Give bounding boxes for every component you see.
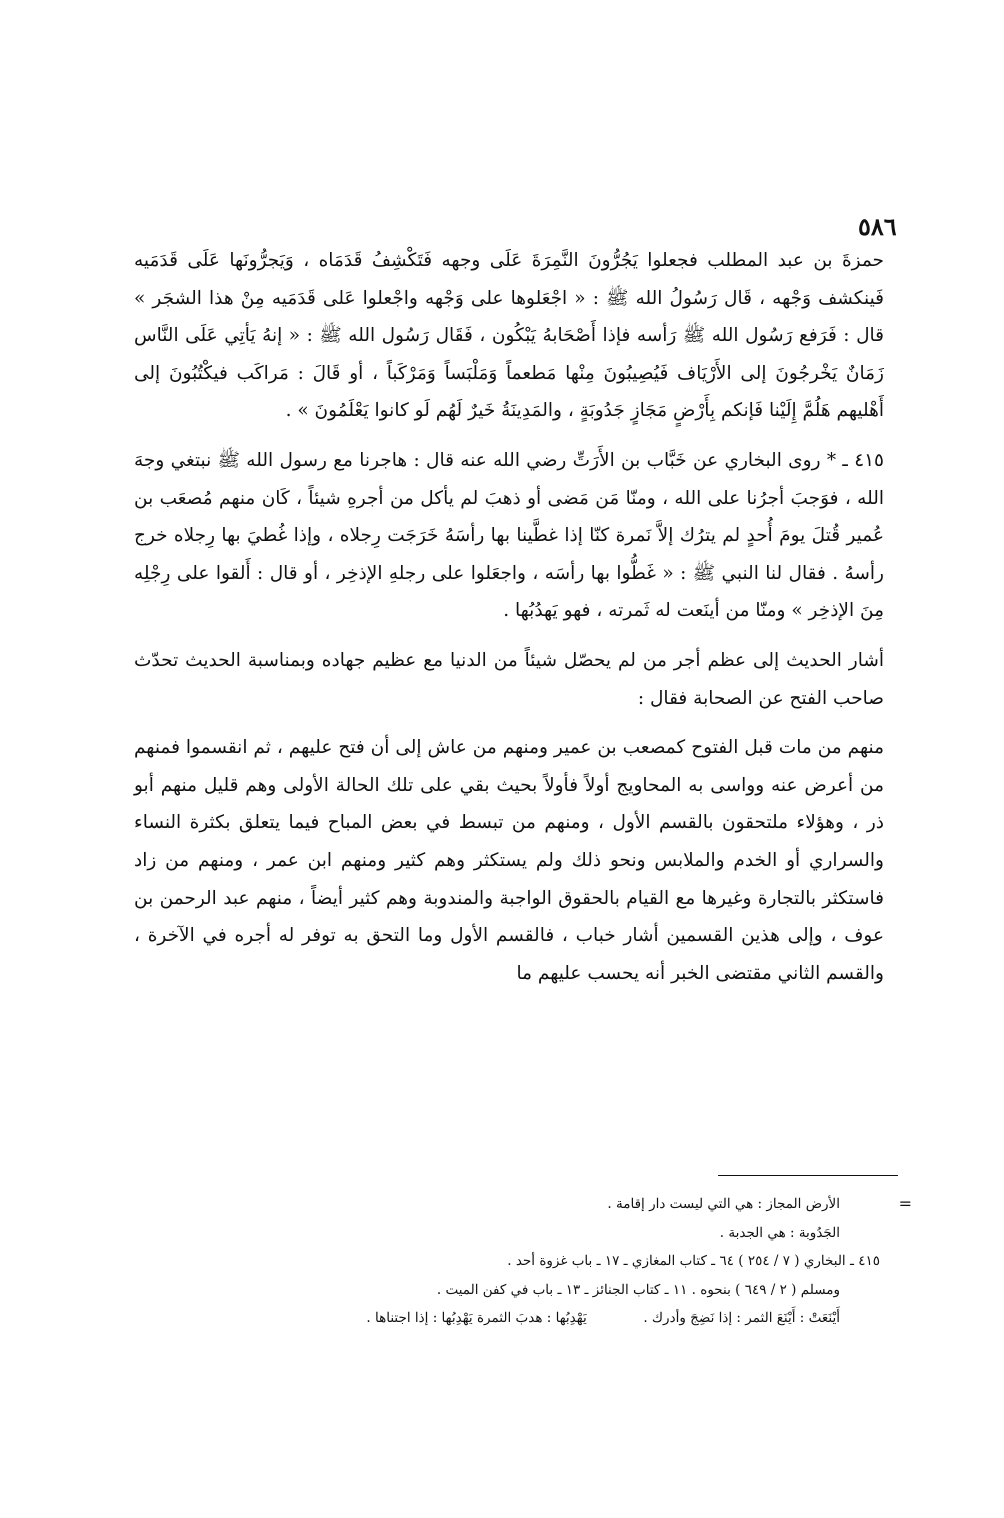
footnote-line xyxy=(150,1247,880,1276)
footnote-text: ومسلم ( ٢ / ٦٤٩ ) بنحوه . ١١ ـ كتاب الجنائز ـ ١٣ ـ باب في كفن الميت . xyxy=(436,1281,840,1298)
footnote-text: أَيْنَعَتْ : أَيْنَعَ الثمر : إذا نَضِجَ وأدرك . xyxy=(643,1310,840,1326)
footnote-text: ٤١٥ ـ البخاري ( ٧ / ٢٥٤ ) ٦٤ ـ كتاب المغازي ـ ١٧ ـ باب غزوة أحد . xyxy=(507,1253,880,1269)
page-number: ٥٨٦ xyxy=(858,212,897,241)
footnote-text: الجَدُوبة : هي الجدبة . xyxy=(719,1224,840,1241)
footnote-line xyxy=(150,1276,880,1305)
paragraph-hadith-continuation: حمزةَ بن عبد المطلب فجعلوا يَجُرُّونَ النَّمِرَةَ عَلَى وجهه فَتَكْشِفُ قَدَمَاه ، وَيَجرُّونَها عَلَى قَدَمَيه فَينكشف وَجْهه ، قَال رَسُولُ الله ﷺ : « اجْعَلوها على وَجْهه واجْعلوا عَلى قَدَمَيه مِنْ هذا الشجَر » قال : فَرَفع رَسُول الله ﷺ رَأسه فإذا أَصْحَابهُ يَبْكُون ، فَقَال رَسُول الله ﷺ : « إنهُ يَأتِي عَلَى النَّاس زَمَانٌ يَخْرجُونَ إلى الأَرْيَاف فَيُصِيبُونَ مِنْها مَطعماً وَمَلْبَساً وَمَرْكَباً ، أو قَالَ : مَراكَب فيكْتُبُونَ إلى أَهْليهم هَلُمَّ إِلَيْنا فَإنكم بِأَرْضٍ مَجَازٍ جَدُوبَةٍ ، والمَدِينَةُ خَيرٌ لَهُم لَو كانوا يَعْلَمُونَ » . xyxy=(134,250,884,422)
footnote-divider xyxy=(718,1175,898,1176)
continuation-mark: = xyxy=(898,1194,912,1213)
footnotes xyxy=(150,1190,912,1333)
paragraph-hadith-415: ٤١٥ ـ * روى البخاري عن خَبَّاب بن الأَرَتِّ رضي الله عنه قال : هاجرنا مع رسول الله ﷺ نبتغي وجهَ الله ، فوَجبَ أجرُنا على الله ، ومنّا مَن مَضى أو ذهبَ لم يأكل من أجرهِ شيئاً ، كَان منهم مُصعَب بن عُمير قُتلَ يومَ أُحدٍ لم يترُك إلاَّ نَمرة كنّا إذا غطَّينا بها رأسَهُ خَرَجَت رِجلاه ، وإذا غُطيَ بها رِجلاه خرج رأسهُ . فقال لنا النبي ﷺ : « غَطُّوا بها رأسَه ، واجعَلوا على رجلهِ الإذخِر ، أو قال : أَلقوا على رِجْلِه مِنَ الإذخِر » ومنّا من أينَعت له ثَمرته ، فهو يَهدُبُها . xyxy=(134,449,884,622)
footnote-text: يَهْدِبُها : هدبَ الثمرة يَهْدِبُها : إذا اجتناها . xyxy=(366,1310,587,1326)
footnote-line xyxy=(150,1190,912,1219)
paragraph-fath-quote: منهم من مات قبل الفتوح كمصعب بن عمير ومنهم من عاش إلى أن فتح عليهم ، ثم انقسموا فمنهم من أعرض عنه وواسى به المحاويج أولاً فأولاً بحيث بقي على تلك الحالة الأولى وهم قليل منهم أبو ذر ، وهؤلاء ملتحقون بالقسم الأول ، ومنهم من تبسط في بعض المباح فيما يتعلق بكثرة النساء والسراري أو الخدم والملابس ونحو ذلك ولم يستكثر وهم كثير ومنهم ابن عمر ، ومنهم من زاد فاستكثر بالتجارة وغيرها مع القيام بالحقوق الواجبة والمندوبة وهم كثير أيضاً ، منهم عبد الرحمن بن عوف ، وإلى هذين القسمين أشار خباب ، فالقسم الأول وما التحق به توفر له أجره في الآخرة ، والقسم الثاني مقتضى الخبر أنه يحسب عليهم ما xyxy=(134,737,884,984)
footnote-line xyxy=(150,1304,880,1333)
footnote-line xyxy=(150,1219,880,1248)
footnote-text: الأرض المجاز : هي التي ليست دار إقامة . xyxy=(607,1196,840,1212)
main-text xyxy=(134,242,884,1004)
paragraph-commentary: أشار الحديث إلى عظم أجر من لم يحصّل شيئاً من الدنيا مع عظيم جهاده وبمناسبة الحديث تحدّث صاحب الفتح عن الصحابة فقال : xyxy=(134,649,884,709)
